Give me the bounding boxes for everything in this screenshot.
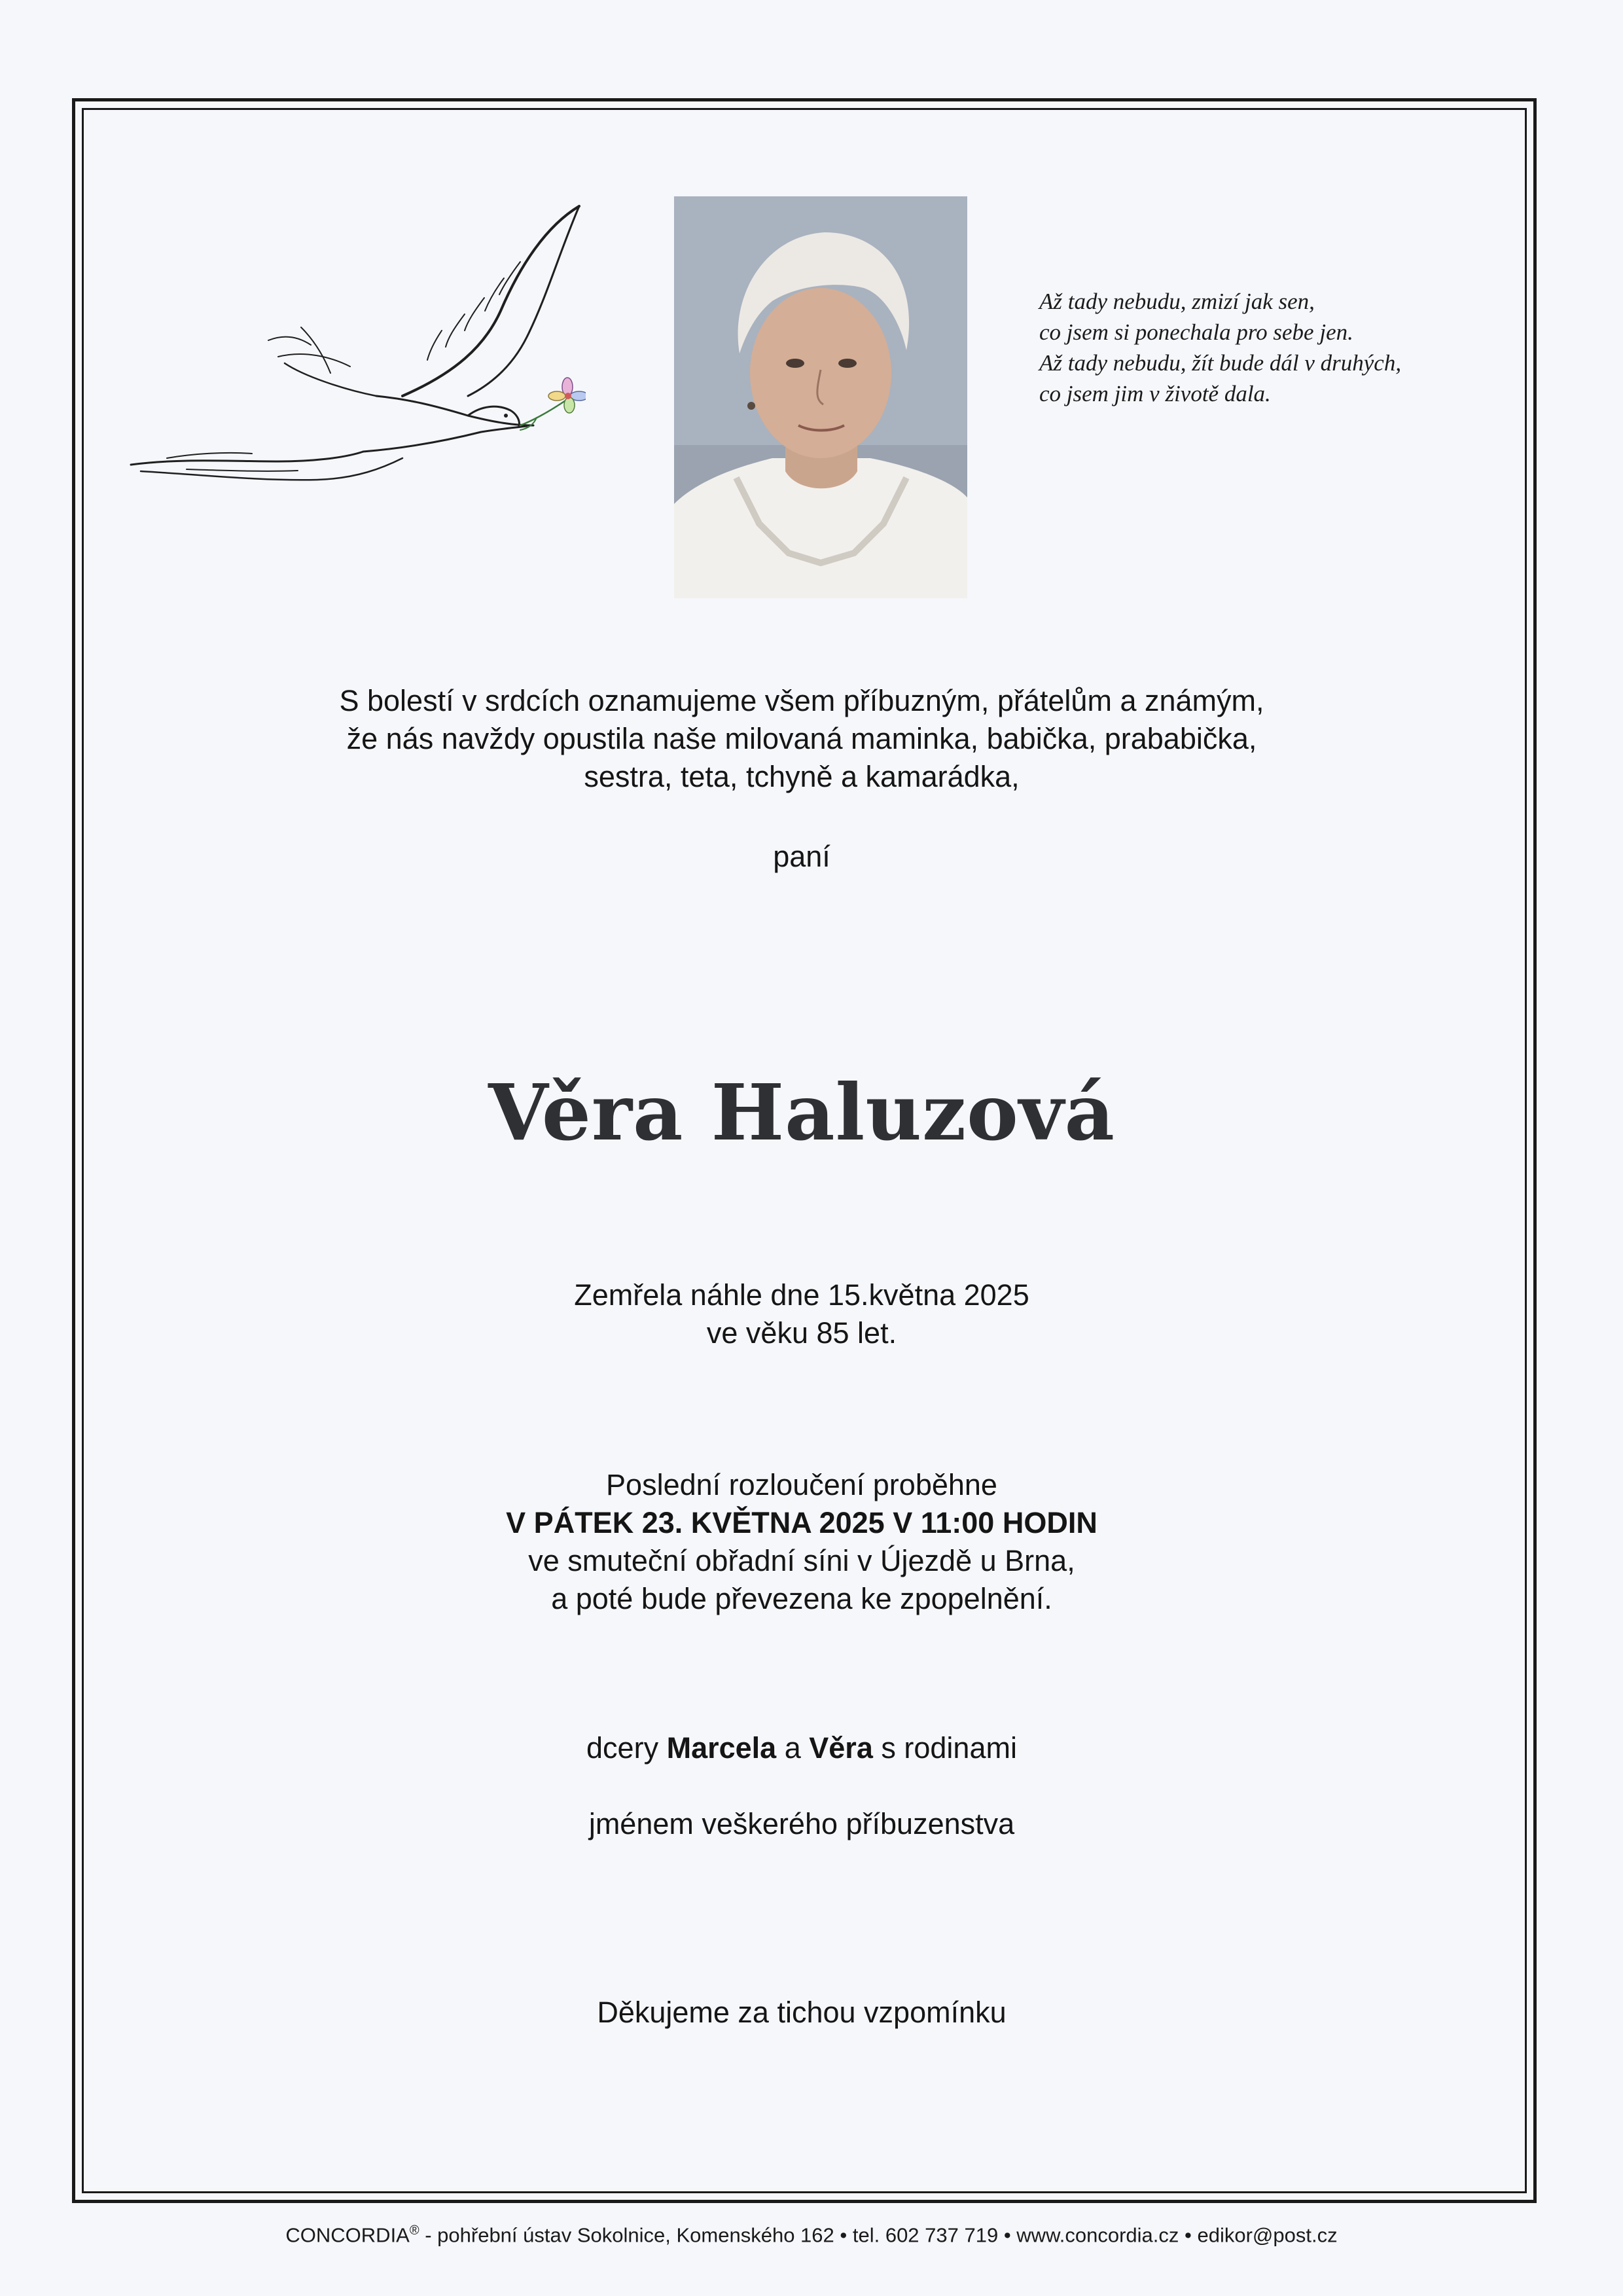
farewell-place: ve smuteční obřadní síni v Újezdě u Brna, <box>528 1544 1075 1577</box>
salutation: paní <box>773 840 830 873</box>
poem <box>1039 286 1401 409</box>
announcement-line: sestra, teta, tchyně a kamarádka, <box>584 760 1020 793</box>
mourner-name-2: Věra <box>809 1731 873 1765</box>
mourners-line <box>157 1729 1446 1767</box>
footer-brand: CONCORDIA <box>285 2223 410 2247</box>
announcement-line: S bolestí v srdcích oznamujeme všem příbuzným, přátelům a známým, <box>339 684 1264 717</box>
poem-line: Až tady nebudu, žít bude dál v druhých, <box>1039 350 1402 376</box>
death-date-line: Zemřela náhle dne 15.května 2025 <box>574 1278 1029 1312</box>
poem-line: co jsem si ponechala pro sebe jen. <box>1039 319 1353 345</box>
farewell-datetime: V PÁTEK 23. KVĚTNA 2025 V 11:00 HODIN <box>506 1506 1097 1539</box>
farewell-info <box>157 1466 1446 1618</box>
poem-line: Až tady nebudu, zmizí jak sen, <box>1039 289 1315 314</box>
deceased-name: Věra Haluzová <box>488 1067 1115 1158</box>
footer-contact: - pohřební ústav Sokolnice, Komenského 162 • tel. 602 737 719 • www.concordia.cz • edikor@post.cz <box>419 2223 1338 2247</box>
portrait-photo <box>674 196 967 598</box>
mourners-prefix: dcery <box>586 1731 659 1765</box>
mourners-conjunction: a <box>784 1731 801 1765</box>
footer-registered-mark: ® <box>409 2223 419 2238</box>
behalf-line: jménem veškerého příbuzenstva <box>588 1807 1015 1840</box>
farewell-intro: Poslední rozloučení proběhne <box>606 1468 997 1501</box>
footer <box>0 2217 1623 2248</box>
dove-with-flower-icon <box>128 200 586 488</box>
mourner-name-1: Marcela <box>666 1731 777 1765</box>
announcement-text <box>157 682 1446 796</box>
announcement-line: že nás navždy opustila naše milovaná maminka, babička, prababička, <box>346 722 1257 755</box>
farewell-cremation: a poté bude převezena ke zpopelnění. <box>551 1582 1052 1615</box>
thanks-line: Děkujeme za tichou vzpomínku <box>597 1996 1007 2029</box>
poem-line: co jsem jim v životě dala. <box>1039 381 1271 406</box>
mourners-suffix: s rodinami <box>881 1731 1017 1765</box>
age-line: ve věku 85 let. <box>706 1316 897 1350</box>
death-info <box>157 1276 1446 1352</box>
